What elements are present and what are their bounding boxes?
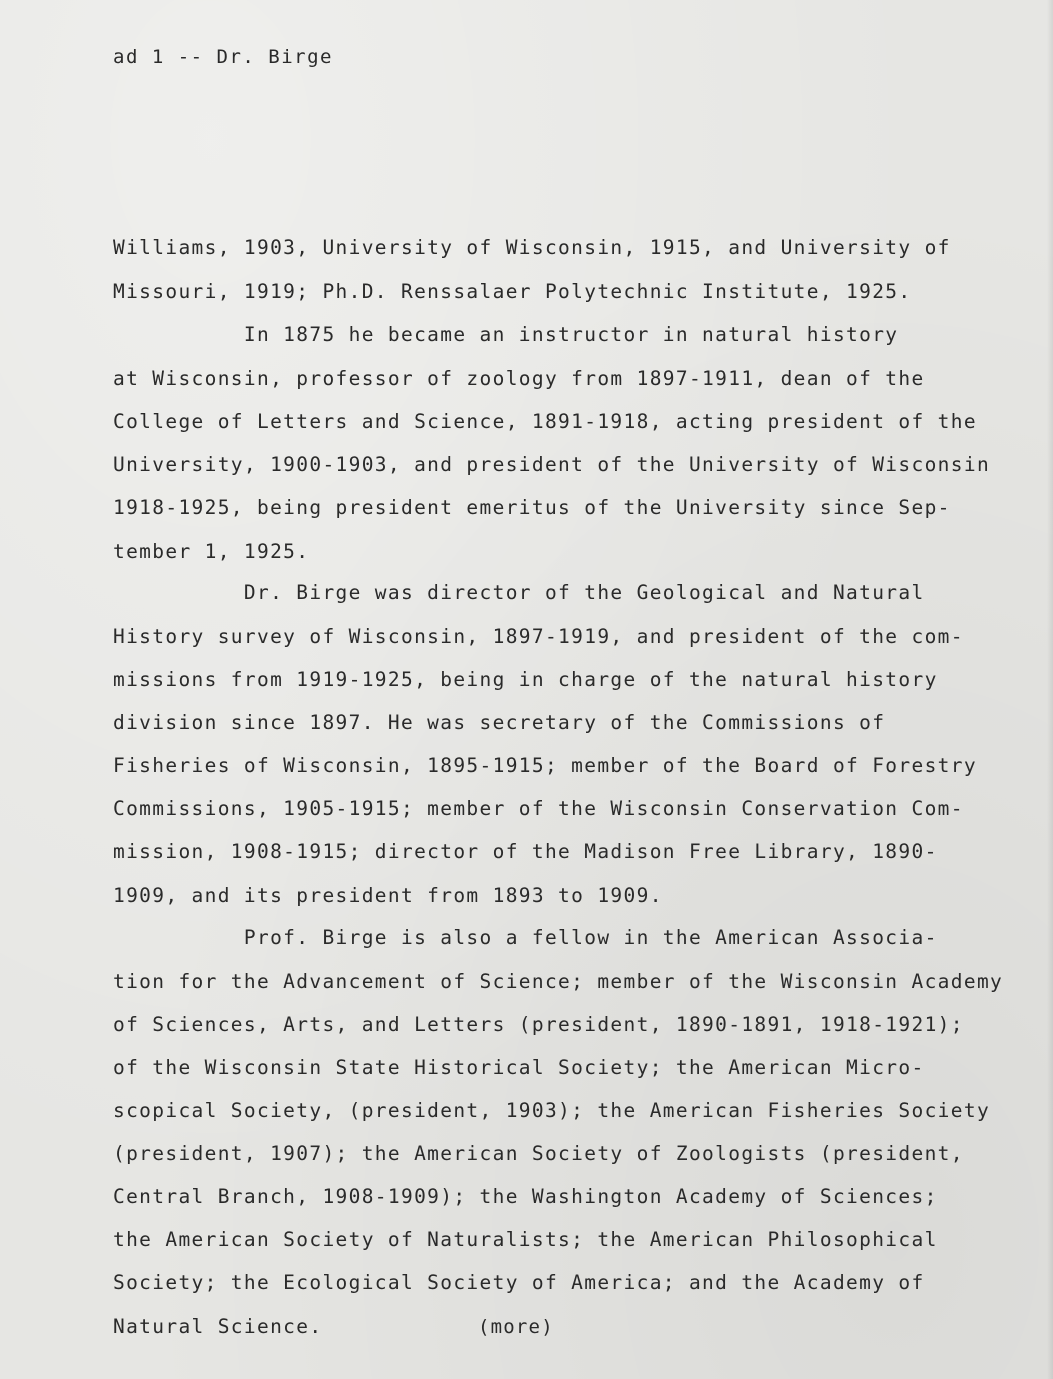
text-line: Prof. Birge is also a fellow in the American Associa- (113, 926, 938, 949)
text-line: Missouri, 1919; Ph.D. Renssalaer Polytechnic Institute, 1925. (113, 280, 912, 303)
text-line: University, 1900-1903, and president of the University of Wisconsin (113, 453, 991, 476)
text-line: College of Letters and Science, 1891-1918, acting president of the (113, 410, 977, 433)
text-line: of the Wisconsin State Historical Society; the American Micro- (113, 1056, 925, 1079)
text-line: division since 1897. He was secretary of the Commissions of (113, 711, 886, 734)
text-line: tember 1, 1925. (113, 540, 310, 563)
text-line: (president, 1907); the American Society of Zoologists (president, (113, 1142, 964, 1165)
text-line: Williams, 1903, University of Wisconsin, 1915, and University of (113, 236, 951, 259)
text-line: Fisheries of Wisconsin, 1895-1915; member of the Board of Forestry (113, 754, 977, 777)
text-line: In 1875 he became an instructor in natural history (113, 323, 899, 346)
text-line: Central Branch, 1908-1909); the Washington Academy of Sciences; (113, 1185, 938, 1208)
text-line: History survey of Wisconsin, 1897-1919, and president of the com- (113, 625, 964, 648)
text-line: at Wisconsin, professor of zoology from 1897-1911, dean of the (113, 367, 925, 390)
text-line: 1918-1925, being president emeritus of the University since Sep- (113, 496, 951, 519)
text-line: Dr. Birge was director of the Geological and Natural (113, 581, 925, 604)
text-line: Natural Science. (113, 1315, 323, 1338)
page-slug: ad 1 -- Dr. Birge (113, 46, 333, 68)
page-edge-shadow (1047, 0, 1053, 1379)
text-line: missions from 1919-1925, being in charge of the natural history (113, 668, 938, 691)
text-line: scopical Society, (president, 1903); the American Fisheries Society (113, 1099, 991, 1122)
text-line: tion for the Advancement of Science; member of the Wisconsin Academy (113, 970, 1004, 993)
text-line: of Sciences, Arts, and Letters (president, 1890-1891, 1918-1921); (113, 1013, 964, 1036)
text-line: 1909, and its president from 1893 to 1909. (113, 884, 663, 907)
text-line: Commissions, 1905-1915; member of the Wisconsin Conservation Com- (113, 797, 964, 820)
text-line: Society; the Ecological Society of America; and the Academy of (113, 1271, 925, 1294)
continuation-marker: (more) (478, 1316, 554, 1338)
text-line: mission, 1908-1915; director of the Madison Free Library, 1890- (113, 840, 938, 863)
text-line: the American Society of Naturalists; the American Philosophical (113, 1228, 938, 1251)
